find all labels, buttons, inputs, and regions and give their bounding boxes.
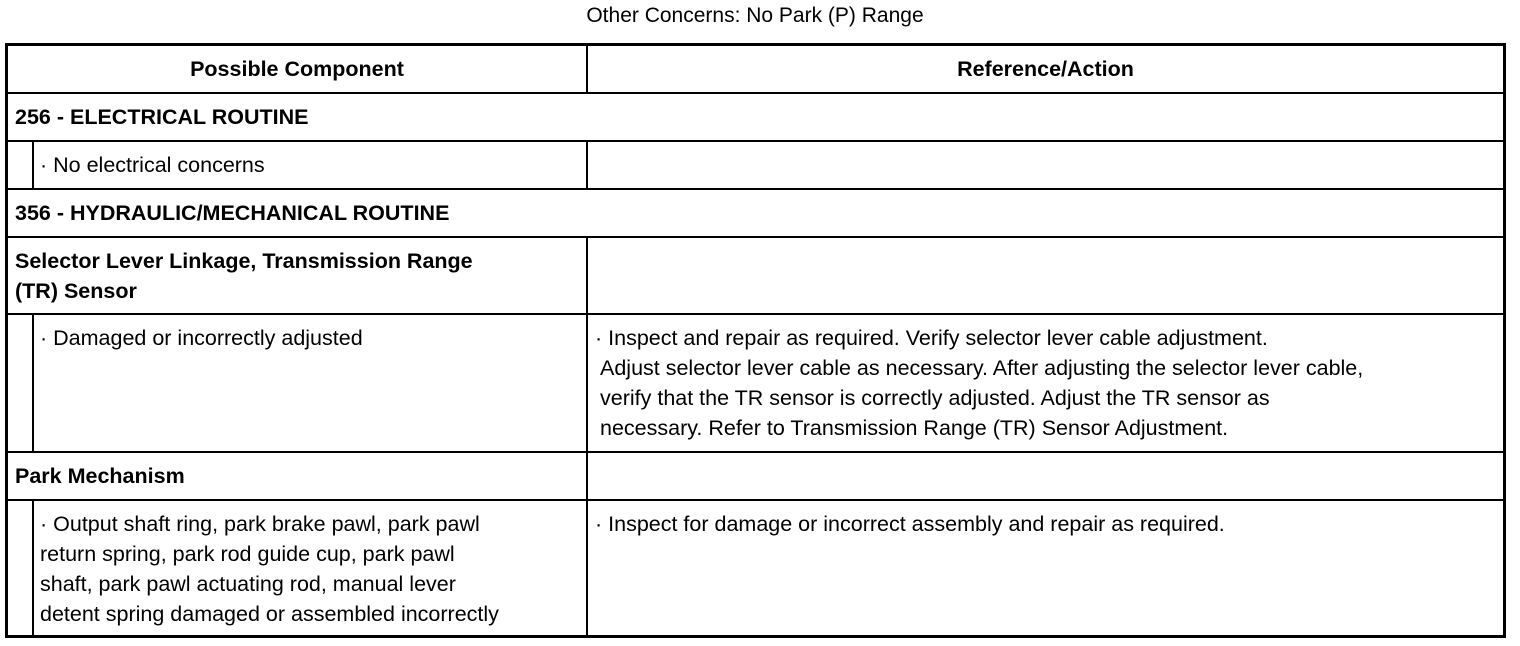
action-selector-line-4: necessary. Refer to Transmission Range (TR) Sensor Adjustment. <box>600 416 1229 440</box>
condition-damaged-adjusted: · Damaged or incorrectly adjusted <box>40 326 363 350</box>
page-title: Other Concerns: No Park (P) Range <box>586 4 924 27</box>
indent-divider <box>32 313 34 451</box>
row-divider <box>8 92 1503 94</box>
section-heading-electrical: 256 - ELECTRICAL ROUTINE <box>15 105 309 129</box>
action-selector-line-2: Adjust selector lever cable as necessary. After adjusting the selector lever cable, <box>600 356 1364 380</box>
action-selector-line-1: · Inspect and repair as required. Verify selector lever cable adjustment. <box>595 326 1268 350</box>
indent-divider <box>32 140 34 188</box>
indent-divider <box>32 499 34 635</box>
condition-park-line-4: detent spring damaged or assembled incorrectly <box>40 602 499 626</box>
condition-park-line-2: return spring, park rod guide cup, park pawl <box>40 542 455 566</box>
component-selector-lever-line-2: (TR) Sensor <box>15 279 137 303</box>
condition-park-line-1: · Output shaft ring, park brake pawl, park pawl <box>40 512 480 536</box>
section-heading-hydraulic: 356 - HYDRAULIC/MECHANICAL ROUTINE <box>15 201 450 225</box>
column-header-action: Reference/Action <box>957 57 1134 81</box>
row-divider <box>8 313 1503 315</box>
row-divider <box>8 188 1503 190</box>
row-divider <box>8 451 1503 453</box>
column-divider <box>586 236 588 635</box>
column-header-component: Possible Component <box>190 57 404 81</box>
component-selector-lever-line-1: Selector Lever Linkage, Transmission Range <box>15 249 473 273</box>
row-divider <box>8 236 1503 238</box>
column-divider <box>586 140 588 188</box>
row-divider <box>8 499 1503 501</box>
action-park: · Inspect for damage or incorrect assembly and repair as required. <box>595 512 1225 536</box>
condition-park-line-3: shaft, park pawl actuating rod, manual lever <box>40 572 456 596</box>
row-divider <box>8 140 1503 142</box>
action-selector-line-3: verify that the TR sensor is correctly adjusted. Adjust the TR sensor as <box>600 386 1270 410</box>
component-park-mechanism: Park Mechanism <box>15 464 185 488</box>
condition-no-electrical: · No electrical concerns <box>40 153 265 177</box>
